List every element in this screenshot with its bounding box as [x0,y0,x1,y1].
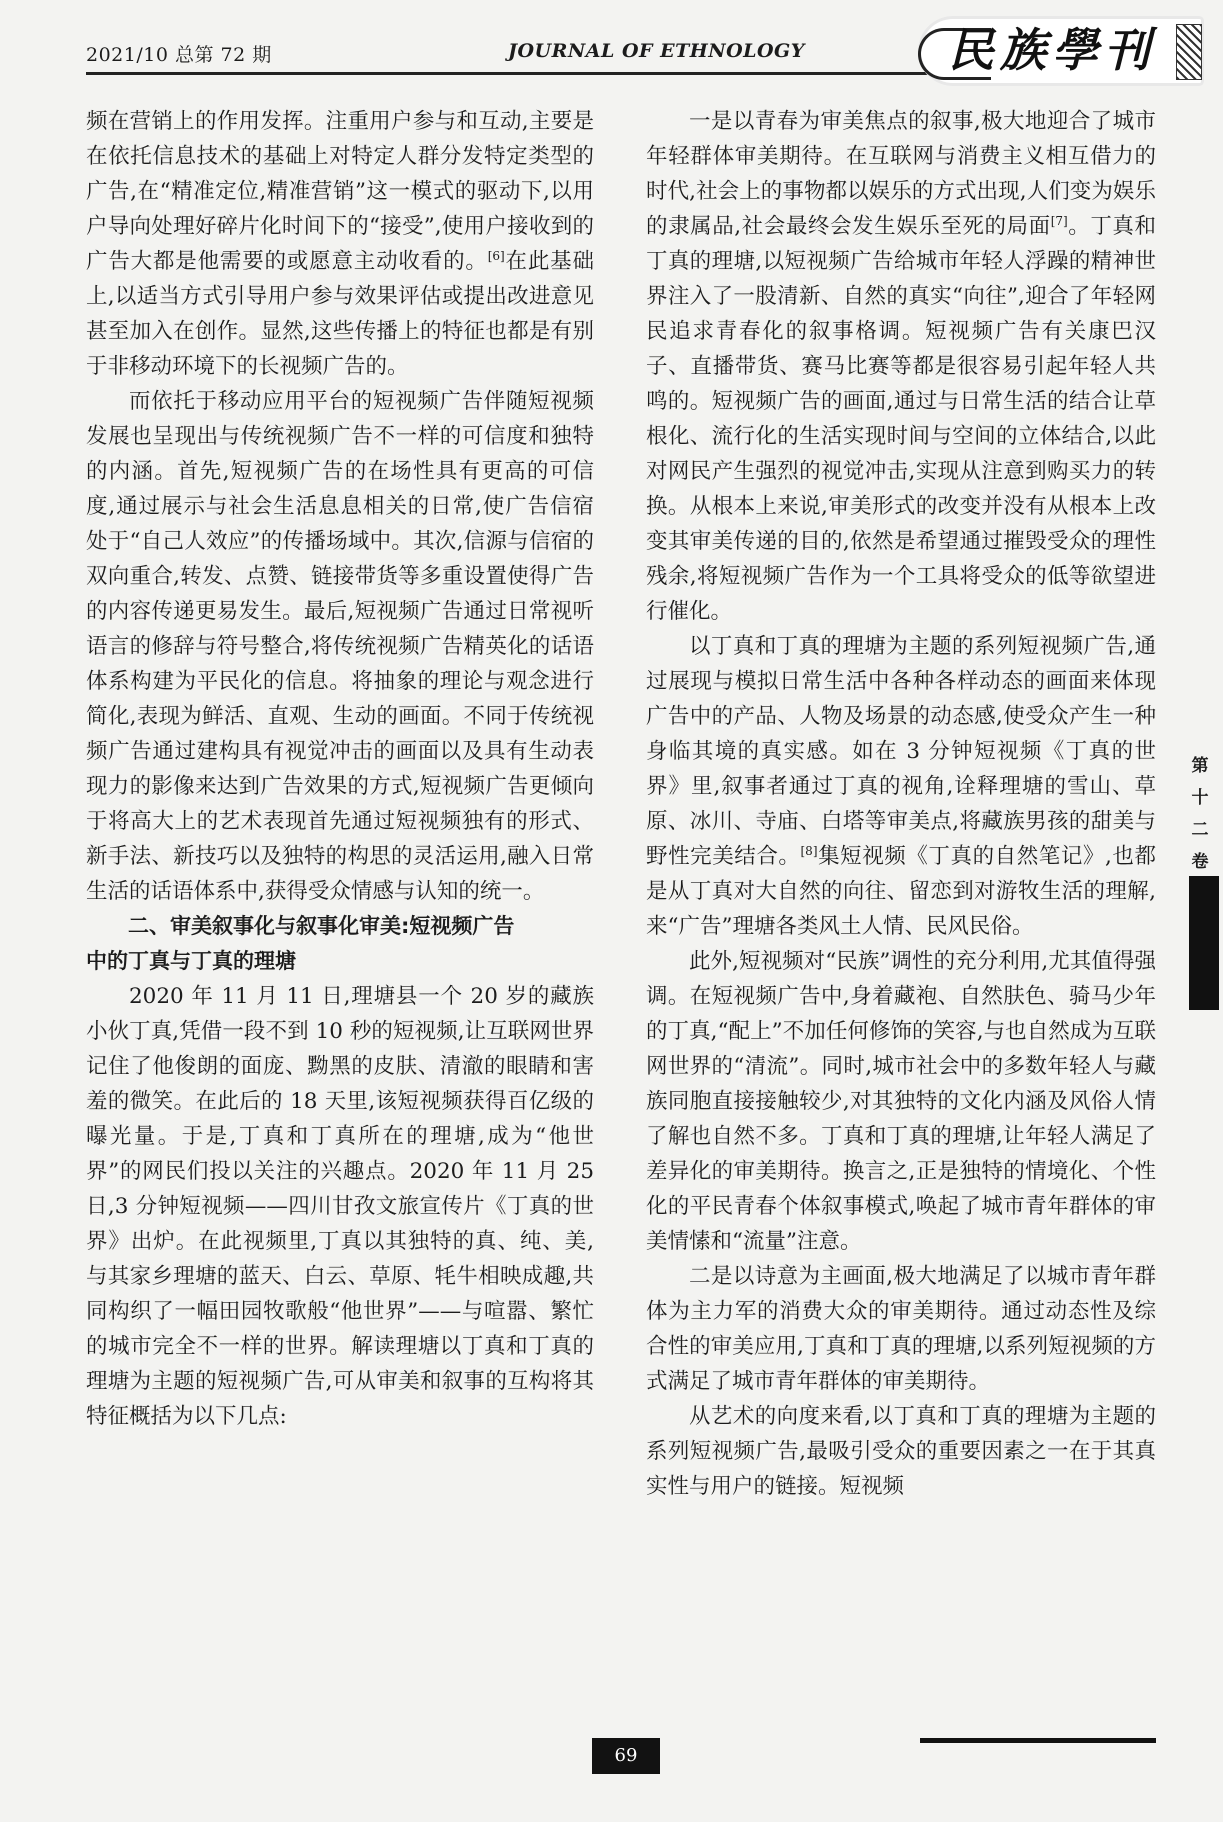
paragraph: 从艺术的向度来看,以丁真和丁真的理塘为主题的系列短视频广告,最吸引受众的重要因素之一在于其真实性与用户的链接。短视频 [646,1404,1156,1499]
paragraph: 一是以青春为审美焦点的叙事,极大地迎合了城市年轻群体审美期待。在互联网与消费主义相互借力的时代,社会上的事物都以娱乐的方式出现,人们变为娱乐的隶属品,社会最终会发生娱乐至死的局面[7]。丁真和丁真的理塘,以短视频广告给城市年轻人浮躁的精神世界注入了一股清新、自然的真实“向往”,迎合了年轻网民追求青春化的叙事格调。短视频广告有关康巴汉子、直播带货、赛马比赛等都是很容易引起年轻人共鸣的。短视频广告的画面,通过与日常生活的结合让草根化、流行化的生活实现时间与空间的立体结合,以此对网民产生强烈的视觉冲击,实现从注意到购买力的转换。从根本上来说,审美形式的改变并没有从根本上改变其审美传递的目的,依然是希望通过摧毁受众的理性残余,将短视频广告作为一个工具将受众的低等欲望进行催化。 [646,109,1156,624]
citation-ref: [8] [800,843,818,858]
citation-ref: [6] [487,248,505,263]
paragraph: 二是以诗意为主画面,极大地满足了以城市青年群体为主力军的消费大众的审美期待。通过动态性及综合性的审美应用,丁真和丁真的理塘,以系列短视频的方式满足了城市青年群体的审美期待。 [646,1264,1156,1394]
right-column [646,104,1156,1504]
volume-side-bar [1189,876,1219,1010]
section-title: 二、审美叙事化与叙事化审美:短视频广告 [128,914,515,938]
header-date-issue: 2021/10 总第 72 期 [86,44,272,66]
footer-rule [920,1738,1156,1743]
paragraph: 而依托于移动应用平台的短视频广告伴随短视频发展也呈现出与传统视频广告不一样的可信度和独特的内涵。首先,短视频广告的在场性具有更高的可信度,通过展示与社会生活息息相关的日常,使广告信宿处于“自己人效应”的传播场域中。其次,信源与信宿的双向重合,转发、点赞、链接带货等多重设置使得广告的内容传递更易发生。最后,短视频广告通过日常视听语言的修辞与符号整合,将传统视频广告精英化的话语体系构建为平民化的信息。将抽象的理论与观念进行简化,表现为鲜活、直观、生动的画面。不同于传统视频广告通过建构具有视觉冲击的画面以及具有生动表现力的影像来达到广告效果的方式,短视频广告更倾向于将高大上的艺术表现首先通过短视频独有的形式、新手法、新技巧以及独特的构思的灵活运用,融入日常生活的话语体系中,获得受众情感与认知的统一。 [86,389,594,904]
citation-ref: [7] [1050,213,1068,228]
masthead-pattern-decoration [1176,24,1202,80]
header-journal-name: JOURNAL OF ETHNOLOGY [508,40,805,62]
section-title-continued: 中的丁真与丁真的理塘 [86,949,296,973]
page-number: 69 [592,1738,660,1774]
paragraph: 频在营销上的作用发挥。注重用户参与和互动,主要是在依托信息技术的基础上对特定人群分发特定类型的广告,在“精准定位,精准营销”这一模式的驱动下,以用户导向处理好碎片化时间下的“接受”,使用户接收到的广告大都是他需要的或愿意主动收看的。[6]在此基础上,以适当方式引导用户参与效果评估或提出改进意见甚至加入在创作。显然,这些传播上的特征也都是有别于非移动环境下的长视频广告的。 [86,109,594,379]
paragraph: 2020 年 11 月 11 日,理塘县一个 20 岁的藏族小伙丁真,凭借一段不到 10 秒的短视频,让互联网世界记住了他俊朗的面庞、黝黑的皮肤、清澈的眼睛和害羞的微笑。在此后的 18 天里,该短视频获得百亿级的曝光量。于是,丁真和丁真所在的理塘,成为“他世界”的网民们投以关注的兴趣点。2020 年 11 月 25 日,3 分钟短视频——四川甘孜文旅宣传片《丁真的世界》出炉。在此视频里,丁真以其独特的真、纯、美,与其家乡理塘的蓝天、白云、草原、牦牛相映成趣,共同构织了一幅田园牧歌般“他世界”——与喧嚣、繁忙的城市完全不一样的世界。解读理塘以丁真和丁真的理塘为主题的短视频广告,可从审美和叙事的互构将其特征概括为以下几点: [86,984,594,1429]
header-rule [86,72,931,75]
paragraph: 以丁真和丁真的理塘为主题的系列短视频广告,通过展现与模拟日常生活中各种各样动态的画面来体现广告中的产品、人物及场景的动态感,使受众产生一种身临其境的真实感。如在 3 分钟短视频《丁真的世界》里,叙事者通过丁真的视角,诠释理塘的雪山、草原、冰川、寺庙、白塔等审美点,将藏族男孩的甜美与野性完美结合。[8]集短视频《丁真的自然笔记》,也都是从丁真对大自然的向往、留恋到对游牧生活的理解,来“广告”理塘各类风土人情、民风民俗。 [646,634,1156,939]
volume-label: 第十二卷 [1191,756,1209,872]
paragraph: 此外,短视频对“民族”调性的充分利用,尤其值得强调。在短视频广告中,身着藏袍、自然肤色、骑马少年的丁真,“配上”不加任何修饰的笑容,与也自然成为互联网世界的“清流”。同时,城市社会中的多数年轻人与藏族同胞直接接触较少,对其独特的文化内涵及风俗人情了解也自然不多。丁真和丁真的理塘,让年轻人满足了差异化的审美期待。换言之,正是独特的情境化、个性化的平民青春个体叙事模式,唤起了城市青年群体的审美情愫和“流量”注意。 [646,949,1156,1254]
left-column [86,104,594,1434]
masthead-title: 民族學刊 [948,23,1156,77]
